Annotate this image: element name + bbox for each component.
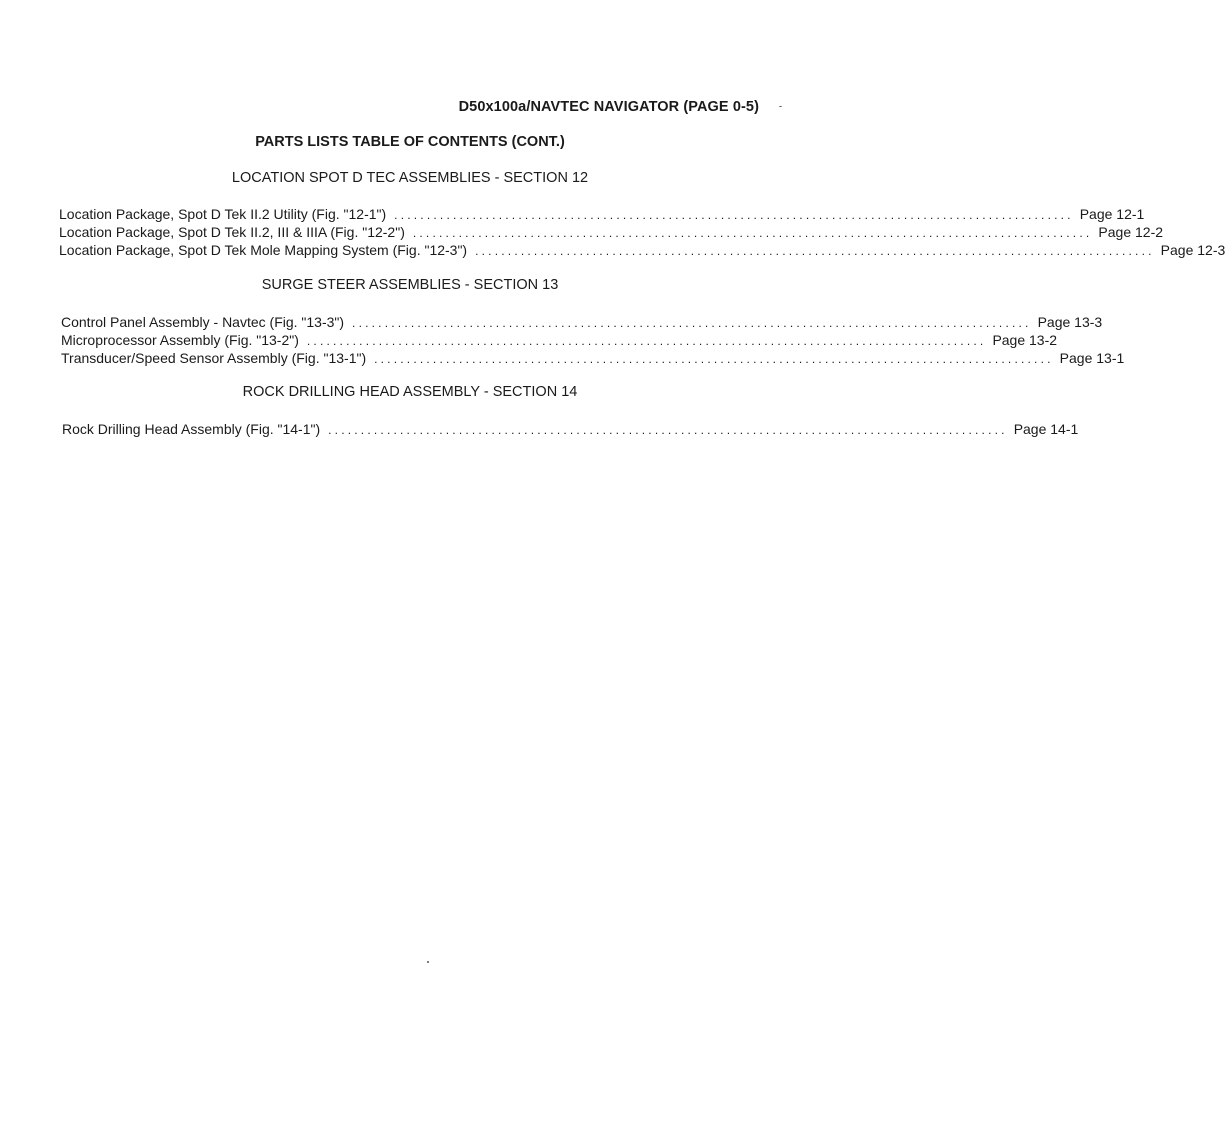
leader-dots: ........................................................................................................ [374,352,1054,366]
leader-dots: ........................................................................................................ [412,226,1093,240]
toc-entry[interactable] [59,241,1225,259]
toc-entry-label: Location Package, Spot D Tek II.2, III & IIIA (Fig. "12-2") [59,224,405,240]
toc-entry-page: Page 12-1 [1079,206,1145,222]
leader-dots: ........................................................................................................ [328,423,1008,437]
toc-entry[interactable] [61,313,1103,331]
toc-entry-page: Page 14-1 [1013,421,1079,437]
toc-entry-page: Page 12-2 [1098,224,1164,240]
toc-title: PARTS LISTS TABLE OF CONTENTS (CONT.) [255,134,565,150]
leader-dots: ........................................................................................................ [475,244,1155,258]
toc-entry-page: Page 13-1 [1059,350,1125,366]
toc-entry-label: Transducer/Speed Sensor Assembly (Fig. "13-1") [61,350,367,366]
leader-dots: ........................................................................................................ [394,208,1074,222]
leader-dots: ........................................................................................................ [306,334,987,348]
toc-entry-label: Location Package, Spot D Tek Mole Mapping System (Fig. "12-3") [59,242,468,258]
toc-entry-page: Page 12-3 [1160,242,1225,258]
toc-entry[interactable] [62,420,1079,438]
toc-entry-label: Control Panel Assembly - Navtec (Fig. "13-3") [61,314,345,330]
running-header: D50x100a/NAVTEC NAVIGATOR (PAGE 0-5) [458,99,759,115]
toc-entry[interactable] [59,223,1164,241]
scan-speck [779,106,782,107]
toc-entry-label: Rock Drilling Head Assembly (Fig. "14-1") [62,421,321,437]
toc-entry-label: Microprocessor Assembly (Fig. "13-2") [61,332,299,348]
toc-entry[interactable] [61,331,1058,349]
toc-entry-label: Location Package, Spot D Tek II.2 Utility (Fig. "12-1") [59,206,387,222]
toc-entry[interactable] [61,349,1125,367]
scan-speck [427,961,429,963]
section-heading-12: LOCATION SPOT D TEC ASSEMBLIES - SECTION 12 [231,170,589,186]
toc-entry-page: Page 13-3 [1037,314,1103,330]
section-heading-14: ROCK DRILLING HEAD ASSEMBLY - SECTION 14 [242,384,578,400]
toc-entry-page: Page 13-2 [992,332,1058,348]
toc-entry[interactable] [59,205,1145,223]
leader-dots: ........................................................................................................ [352,316,1032,330]
section-heading-13: SURGE STEER ASSEMBLIES - SECTION 13 [261,277,559,293]
